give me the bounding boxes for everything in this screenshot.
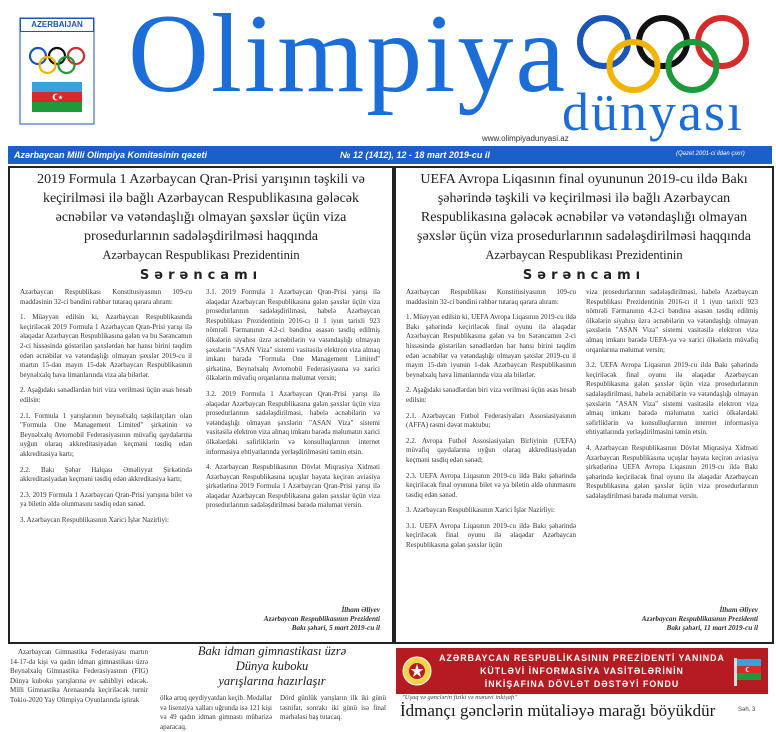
paragraph: 2.3. 2019 Formula 1 Azərbaycan Qran-Prisi yarışına bilet və ya biletin əldə olunmasını təsdiq edən sənəd. — [20, 490, 192, 509]
since-label: (Qəzet 2001-ci ildən çıxır) — [676, 151, 745, 157]
newspaper-subtitle: dünyası — [562, 82, 744, 142]
signature-name: İlham Əliyev — [719, 606, 758, 614]
emblem-icon — [402, 654, 432, 688]
banner-title — [436, 652, 728, 691]
right-article-issuer: Azərbaycan Respublikası Prezidentinin — [485, 248, 683, 262]
left-article-issuer: Azərbaycan Respublikası Prezidentinin — [102, 248, 300, 262]
banner-quote: "Uşaq və gənclərin fiziki və mənəvi inkişafı" — [402, 694, 518, 701]
paragraph: 1. Müəyyən edilsin ki, UEFA Avropa Liqasının 2019-cu ildə Bakı şəhərində keçiriləcək final oyunu ilə əlaqədar Azərbaycan Respublikasına gələn və bu Sərəncamın 2-ci hissəsində göstərilən sənədlərdən hər hansı birini təqdim edən əcnəbilər və vətəndaşlığı olmayan şəxslər 2019-cu il mayın 15-dən iyunun 1-dək Azərbaycan Respublikasının beynəlxalq hava limanlarında viza ala bilərlər. — [406, 313, 576, 379]
paragraph: 2. Aşağıdakı sənədlərdən biri viza verilməsi üçün əsas hesab edilsin: — [20, 386, 192, 404]
left-article-column-2 — [206, 288, 380, 517]
gymnastics-article-intro: Azərbaycan Gimnastika Federasiyası martın 14-17-də kişi və qadın idman gimnastikası üzrə Beynəlxalq Gimnastika Federasiyasının (FIG) Dünya kuboku yarışlarına ev sahibliyi edəcək. Milli Gimnastika Arenasında keçiriləcək turnir Tokio-2020 Yay Olimpiya Oyunlarında iştirak — [10, 648, 148, 704]
paragraph: viza prosedurlarının sadələşdirilməsi, habelə Azərbaycan Respublikası Prezidentinin 2016-cı il 1 iyun tarixli 923 nömrəli Fərmanının 4.2-ci bəndinə əsasən təsdiq edilmiş ölkələrin siyahısı üzrə əcnəbilərin və vətəndaşlığı olmayan şəxslərin "ASAN Viza" sistemi vasitəsilə elektron viza almaq imkanı barədə UEFA-ya və xarici ölkələrin müvafiq orqanlarına məlumat versin; — [586, 288, 758, 354]
media-fund-banner — [396, 648, 768, 694]
issue-number: № 12 (1412), 12 - 18 mart 2019-cu il — [340, 150, 490, 160]
signature-name: İlham Əliyev — [341, 606, 380, 614]
gymnastics-article-headline — [160, 644, 384, 689]
paragraph: 2.1. Azərbaycan Futbol Federasiyaları Assosiasiyasının (AFFA) rəsmi dəvət məktubu; — [406, 411, 576, 430]
page-reference: Səh. 3 — [738, 707, 756, 713]
signature-date: Bakı şəhəri, 11 mart 2019-cu il — [666, 624, 758, 632]
paragraph: 2.2. Avropa Futbol Assosiasiyaları Birliyinin (UEFA) müvafiq qaydalarına uyğun olaraq akkreditasiyadan keçməni təsdiq edən sənəd; — [406, 436, 576, 464]
right-article-box — [394, 166, 774, 644]
paragraph: Azərbaycan Respublikası Konstitusiyasının 109-cu maddəsinin 32-ci bəndini rəhbər tutaraq qərara alıram: — [20, 288, 192, 306]
paragraph: 2. Aşağıdakı sənədlərdən biri viza verilməsi üçün əsas hesab edilsin: — [406, 386, 576, 404]
paragraph: 3.2. UEFA Avropa Liqasının 2019-cu ildə Bakı şəhərində keçiriləcək final oyunu ilə əlaqədar Azərbaycan Respublikasına gələn şəxslər üçün viza prosedurlarının sadələşdirilməsi, habelə əcnəbilərin və vətəndaşlığı olmayan şəxslərin "ASAN Viza" sistemi vasitəsilə elektron viza almaq imkanı barədə məlumatın xarici ölkələrdəki səfirliklərin və konsulluqlarının internet informasiya ehtiyatlarında yerləşdirilməsini təmin etsin. — [586, 361, 758, 437]
banner-line: KÜTLƏVİ İNFORMASİYA VASİTƏLƏRİNİN — [480, 666, 684, 676]
signature-title: Azərbaycan Respublikasının Prezidenti — [263, 615, 380, 623]
paragraph: 2.2. Bakı Şəhər Halqası Əməliyyat Şirkətində akkreditasiyadan keçməni təsdiq edən akkreditasiya kartı; — [20, 465, 192, 484]
banner-line: İNKİŞAFINA DÖVLƏT DƏSTƏYİ FONDU — [484, 679, 680, 689]
badge-label: AZERBAIJAN — [20, 18, 94, 32]
gymnastics-article-column-2: Dörd günlük yarışların ilk iki günü təsnifat, sonrakı iki günü isə final mərhələsi baş tutacaq. — [280, 694, 386, 722]
azerbaijan-flag-icon — [732, 656, 762, 686]
right-article-column-1 — [406, 288, 576, 557]
left-article-column-1 — [20, 288, 192, 531]
banner-line: AZƏRBAYCAN RESPUBLİKASININ PREZİDENTİ YANINDA — [439, 653, 725, 663]
website-link[interactable]: www.olimpiyadunyasi.az — [482, 134, 569, 143]
paragraph: 3. Azərbaycan Respublikasının Xarici İşlər Nazirliyi: — [20, 515, 169, 524]
paragraph: 3. Azərbaycan Respublikasının Xarici İşlər Nazirliyi: — [406, 506, 555, 515]
gymnastics-article-column-1: ölkə artıq qeydiyyatdan keçib. Medallar və lisenziya xalları uğrunda isə 121 kişi və 49 qadın idman gimnastı mübarizə aparacaq. — [160, 694, 272, 731]
right-article-column-2 — [586, 288, 758, 507]
paragraph: 3.1. UEFA Avropa Liqasının 2019-cu ildə Bakı şəhərində keçiriləcək final oyunu ilə əlaqədar Azərbaycan Respublikasına gələn şəxslər üçün — [406, 521, 576, 550]
headline-line: Dünya kuboku — [235, 659, 309, 673]
left-article-decree-title: Sərəncamı — [139, 268, 263, 283]
paragraph: 2.1. Formula 1 yarışlarının beynəlxalq təşkilatçıları olan "Formula One Management Limited" şirkətinin və Beynəlxalq Avtomobil Federasiyasının müvafiq qaydalarına uyğun olaraq akkreditasiyadan keçməni təsdiq edən akkreditasiya kartı; — [20, 411, 192, 458]
publisher-label: Azərbaycan Milli Olimpiya Komitəsinin qəzeti — [14, 150, 208, 160]
signature-date: Bakı şəhəri, 5 mart 2019-cu il — [291, 624, 380, 632]
right-article-headline: UEFA Avropa Liqasının final oyununun 2019-cu ildə Bakı şəhərində təşkili və keçirilməsi ilə bağlı Azərbaycan Respublikasına gələcək əcnəbilər və vətəndaşlığı olmayan şəxslər üçün viza prosedurlarının sadələşdirilməsi haqqında — [417, 172, 751, 244]
left-article-headline: 2019 Formula 1 Azərbaycan Qran-Prisi yarışının təşkili və keçirilməsi ilə bağlı Azərbaycan Respublikasına gələcək əcnəbilər və vətəndaşlığı olmayan şəxslər üçün viza prosedurlarının sadələşdirilməsi haqqında — [37, 172, 365, 244]
paragraph: 2.3. UEFA Avropa Liqasının 2019-cu ildə Bakı şəhərində keçiriləcək final oyununa bilet və ya biletin əldə olunmasını təsdiq edən sənəd. — [406, 471, 576, 499]
youth-reading-headline: İdmançı gənclərin mütaliəyə marağı böyükdür — [400, 701, 716, 720]
right-article-decree-title: Sərəncamı — [522, 268, 646, 283]
headline-line: Bakı idman gimnastikası üzrə — [197, 644, 347, 658]
paragraph: Azərbaycan Respublikası Konstitusiyasının 109-cu maddəsinin 32-ci bəndini rəhbər tutaraq qərara alıram: — [406, 288, 576, 306]
issue-info-bar — [8, 146, 772, 164]
right-article-signature — [586, 606, 758, 633]
azerbaijan-olympic-badge — [18, 16, 96, 126]
paragraph: 3.1. 2019 Formula 1 Azərbaycan Qran-Prisi yarışı ilə əlaqədar Azərbaycan Respublikasına gələn şəxslər üçün viza prosedurlarının sadələşdirilməsi, habelə Azərbaycan Respublikası Prezidentinin 2016-cı il 1 iyun tarixli 923 nömrəli Fərmanının 4.2-ci bəndinə əsasən təsdiq edilmiş ölkələrin siyahısı üzrə əcnəbilərin və vətəndaşlığı olmayan şəxslərin "ASAN Viza" sistemi vasitəsilə elektron viza almaq imkanı barədə "Formula One Management Limited" şirkətinə, Beynəlxalq Avtomobil Federasiyasına və xarici ölkələrin müvafiq orqanlarına məlumat versin; — [206, 288, 380, 383]
paragraph: 1. Müəyyən edilsin ki, Azərbaycan Respublikasında keçiriləcək 2019 Formula 1 Azərbaycan Qran-Prisi yarışı ilə əlaqədar Azərbaycan Respublikasına gələn və bu Sərəncamın 2-ci hissəsində göstərilən şəxslərdən hər hansı birini təqdim edən əcnəbilər və vətəndaşlığı olmayan şəxslər 2019-cu il martın 15-dən mayın 15-dək Azərbaycan Respublikasının beynəlxalq hava limanlarında viza ala bilərlər. — [20, 313, 192, 379]
masthead — [0, 0, 776, 143]
left-article-signature — [206, 606, 380, 633]
signature-title: Azərbaycan Respublikasının Prezidenti — [641, 615, 758, 623]
left-article-box — [8, 166, 394, 644]
headline-line: yarışlarına hazırlaşır — [218, 674, 326, 688]
paragraph: 4. Azərbaycan Respublikasının Dövlət Miqrasiya Xidməti Azərbaycan Respublikasına uçuşlar həyata keçirən aviasiya şirkətlərinə 2019 Formula 1 Azərbaycan Qran-Prisi yarışı ilə əlaqədar Azərbaycan Respublikasına gələn şəxslər üçün viza prosedurlarının sadələşdirilməsi barədə məlumat versin. — [206, 463, 380, 510]
newspaper-title: Olimpiya — [128, 0, 568, 116]
paragraph: 4. Azərbaycan Respublikasının Dövlət Miqrasiya Xidməti Azərbaycan Respublikasına uçuşlar həyata keçirən aviasiya şirkətlərinə UEFA Avropa Liqasının 2019-cu ildə Bakı şəhərində keçiriləcək final oyunu ilə əlaqədar Azərbaycan Respublikasına gələn şəxslər üçün viza prosedurlarının sadələşdirilməsi barədə məlumat versin. — [586, 443, 758, 500]
paragraph: 3.2. 2019 Formula 1 Azərbaycan Qran-Prisi yarışı ilə əlaqədar Azərbaycan Respublikasına gələn şəxslər üçün viza prosedurlarının sadələşdirilməsi, habelə əcnəbilərin və vətəndaşlığı olmayan şəxslərin "ASAN Viza" sistemi vasitəsilə elektron viza almaq imkanı barədə məlumatın xarici ölkələrdəki səfirliklərin və konsulluqlarının internet informasiya ehtiyatlarında yerləşdirilməsini təmin etsin. — [206, 389, 380, 456]
